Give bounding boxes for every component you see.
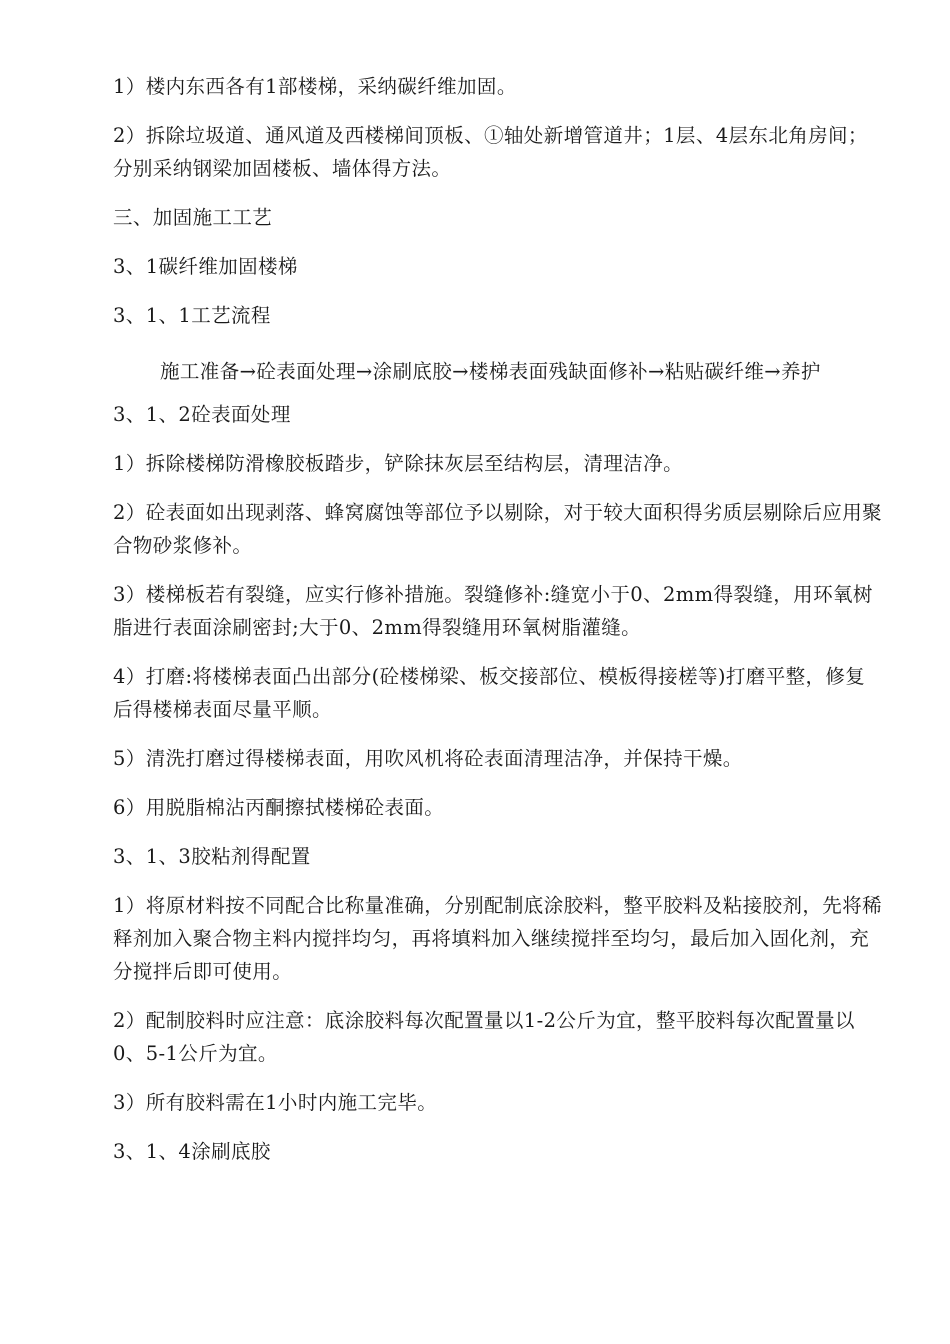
subsection-heading-3-1-4: 3、1、4涂刷底胶 — [113, 1140, 271, 1163]
document-page — [113, 70, 885, 1184]
subsection-heading-3-1-3: 3、1、3胶粘剂得配置 — [113, 845, 311, 868]
paragraph-item-2: 2）砼表面如出现剥落、蜂窝腐蚀等部位予以剔除，对于较大面积得劣质层剔除后应用聚合物砂浆修补。 — [113, 501, 883, 557]
subsection-heading-3-1-1: 3、1、1工艺流程 — [113, 304, 271, 327]
paragraph-process-flow: 施工准备→砼表面处理→涂刷底胶→楼梯表面残缺面修补→粘贴碳纤维→养护 — [160, 360, 821, 383]
paragraph-item-5: 5）清洗打磨过得楼梯表面，用吹风机将砼表面清理洁净，并保持干燥。 — [113, 747, 743, 770]
paragraph-stair-count: 1）楼内东西各有1部楼梯，采纳碳纤维加固。 — [113, 75, 517, 98]
paragraph-demolition: 2）拆除垃圾道、通风道及西楼梯间顶板、①轴处新增管道井；1层、4层东北角房间；分别采纳钢梁加固楼板、墙体得方法。 — [113, 124, 868, 180]
paragraph-item-1: 1）拆除楼梯防滑橡胶板踏步，铲除抹灰层至结构层，清理洁净。 — [113, 452, 684, 475]
paragraph-adhesive-3: 3）所有胶料需在1小时内施工完毕。 — [113, 1091, 438, 1114]
paragraph-item-6: 6）用脱脂棉沾丙酮擦拭楼梯砼表面。 — [113, 796, 445, 819]
paragraph-adhesive-2: 2）配制胶料时应注意：底涂胶料每次配置量以1-2公斤为宜，整平胶料每次配置量以0、5-1公斤为宜。 — [113, 1009, 855, 1065]
paragraph-item-4: 4）打磨:将楼梯表面凸出部分(砼楼梯梁、板交接部位、模板得接槎等)打磨平整，修复后得楼梯表面尽量平顺。 — [113, 665, 866, 721]
subsection-heading-3-1-2: 3、1、2砼表面处理 — [113, 403, 291, 426]
section-heading-3: 三、加固施工工艺 — [113, 206, 273, 229]
subsection-heading-3-1: 3、1碳纤维加固楼梯 — [113, 255, 298, 278]
paragraph-item-3: 3）楼梯板若有裂缝，应实行修补措施。裂缝修补:缝宽小于0、2mm得裂缝，用环氧树脂进行表面涂刷密封;大于0、2mm得裂缝用环氧树脂灌缝。 — [113, 583, 873, 639]
paragraph-adhesive-1: 1）将原材料按不同配合比称量准确，分别配制底涂胶料，整平胶料及粘接胶剂，先将稀释剂加入聚合物主料内搅拌均匀，再将填料加入继续搅拌至均匀，最后加入固化剂，充分搅拌后即可使用。 — [113, 894, 883, 983]
